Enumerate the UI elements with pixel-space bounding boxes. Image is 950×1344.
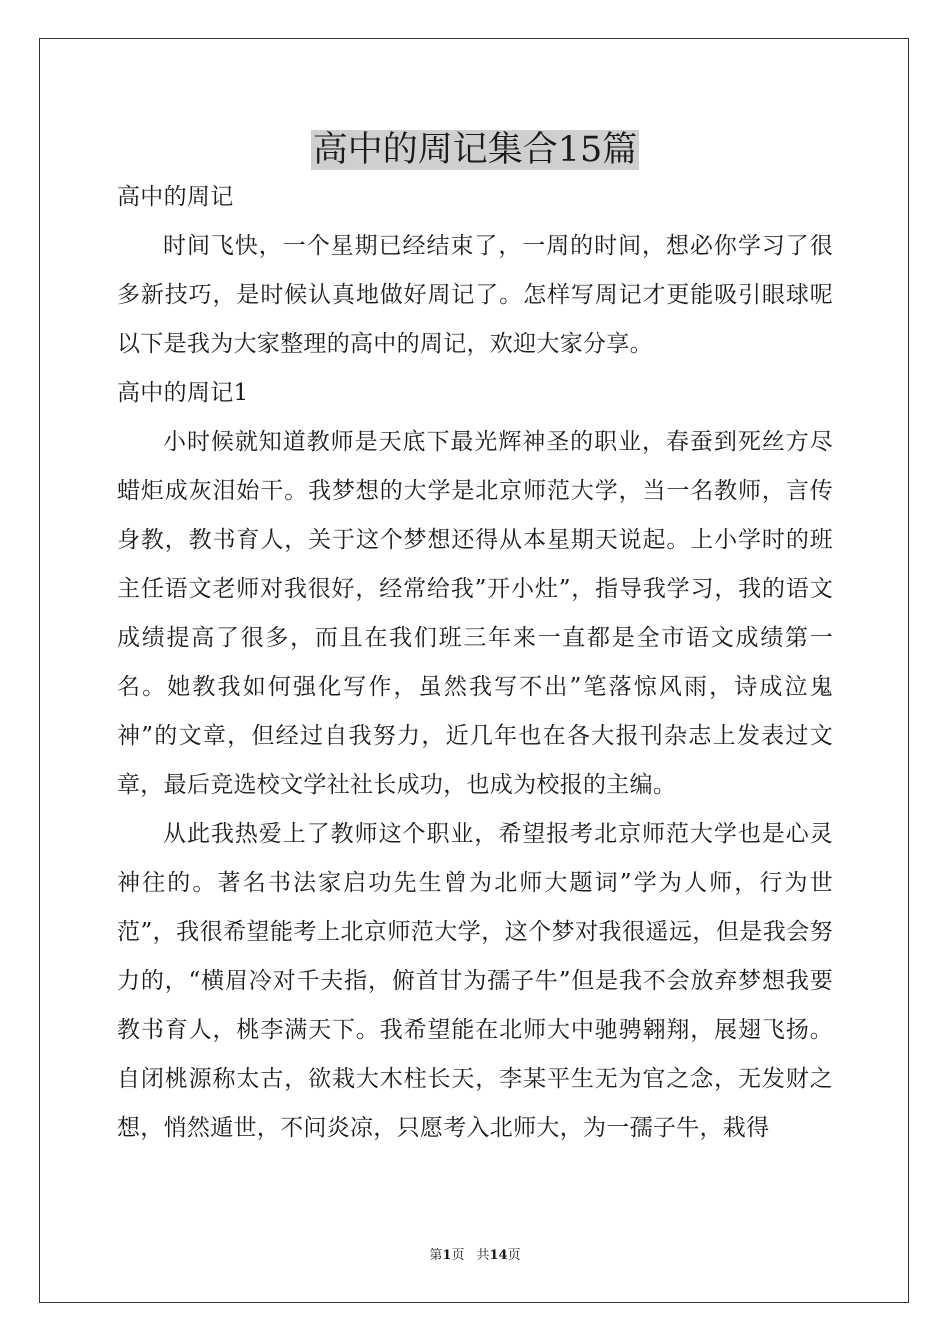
page-footer — [0, 1247, 950, 1265]
page-suffix: 页 — [451, 1248, 465, 1263]
document-body — [117, 173, 833, 1153]
total-pages: 14 — [489, 1248, 508, 1263]
document-title-text: 高中的周记集合15篇 — [312, 130, 638, 170]
total-prefix: 共 — [476, 1248, 490, 1263]
section-heading-1: 高中的周记1 — [117, 380, 249, 406]
paragraph-2: 从此我热爱上了教师这个职业，希望报考北京师范大学也是心灵神往的。著名书法家启功先生曾为北师大题词”学为人师，行为世范”，我很希望能考上北京师范大学，这个梦对我很遥远，但是我会努力的，“横眉冷对千夫指，俯首甘为孺子牛”但是我不会放弃梦想我要教书育人，桃李满天下。我希望能在北师大中驰骋翱翔，展翅飞扬。自闭桃源称太古，欲栽大木柱长天，李某平生无为官之念，无发财之想，悄然遁世，不问炎凉，只愿考入北师大，为一孺子牛，栽得 — [117, 821, 833, 1141]
document-title — [0, 125, 950, 175]
page-prefix: 第 — [429, 1248, 443, 1263]
section-heading-intro: 高中的周记 — [117, 184, 234, 210]
page-number: 1 — [442, 1248, 452, 1263]
paragraph-intro: 时间飞快，一个星期已经结束了，一周的时间，想必你学习了很多新技巧，是时候认真地做好周记了。怎样写周记才更能吸引眼球呢以下是我为大家整理的高中的周记，欢迎大家分享。 — [117, 233, 833, 357]
paragraph-1: 小时候就知道教师是天底下最光辉神圣的职业，春蚕到死丝方尽蜡炬成灰泪始干。我梦想的大学是北京师范大学，当一名教师，言传身教，教书育人，关于这个梦想还得从本星期天说起。上小学时的班主任语文老师对我很好，经常给我”开小灶”，指导我学习，我的语文成绩提高了很多，而且在我们班三年来一直都是全市语文成绩第一名。她教我如何强化写作，虽然我写不出”笔落惊风雨，诗成泣鬼神”的文章，但经过自我努力，近几年也在各大报刊杂志上发表过文章，最后竞选校文学社社长成功，也成为校报的主编。 — [117, 429, 833, 798]
total-suffix: 页 — [507, 1248, 521, 1263]
